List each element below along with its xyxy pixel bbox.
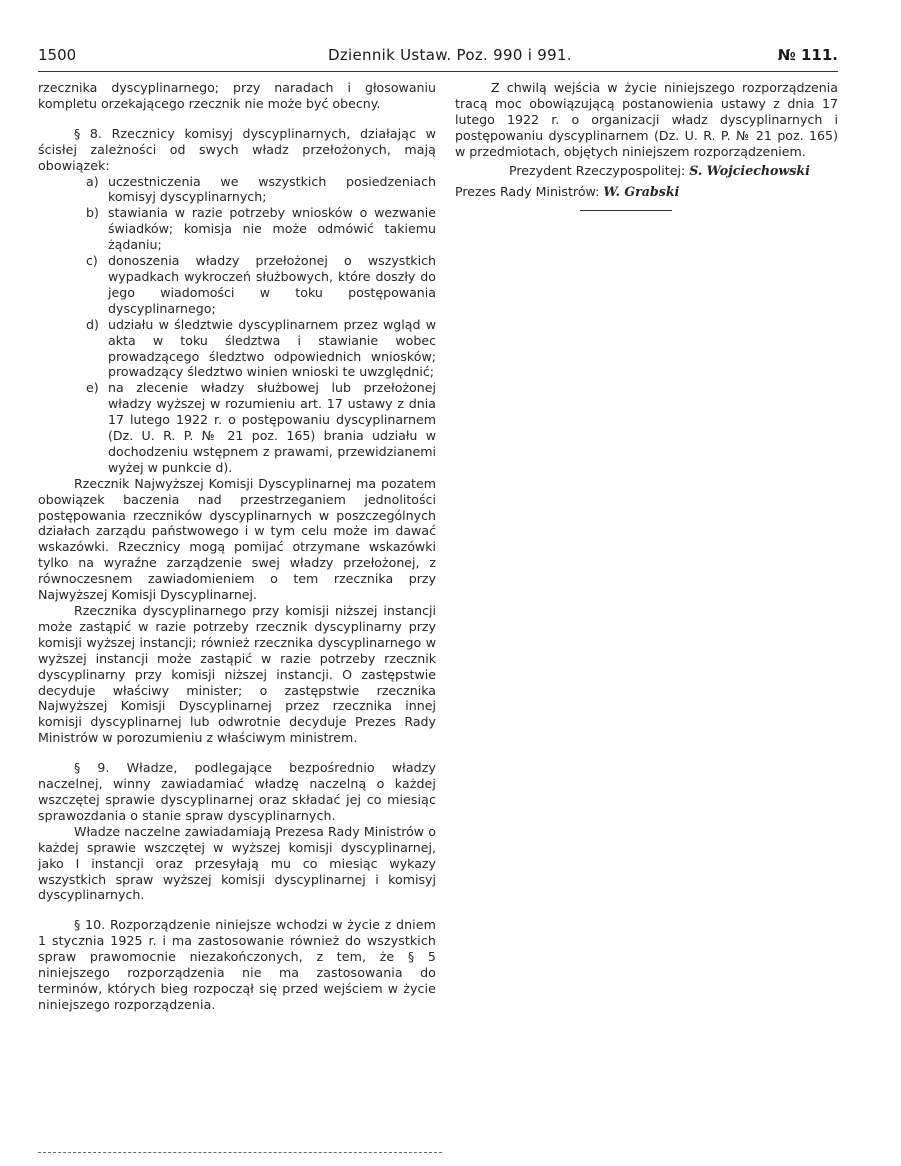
final-clause: Z chwilą wejścia w życie niniejszego rozporządzenia tracą moc obowiązującą postanowienia ustawy z dnia 17 lutego 1922 r. o organizacji władz dyscyplinarnych i postępowaniu dyscyplinarnem (Dz. U. R. P. № 21 poz. 165) w przedmiotach, objętych niniejszem rozporządzeniem. — [455, 80, 838, 159]
continuation-paragraph: rzecznika dyscyplinarnego; przy naradach i głosowaniu kompletu orzekającego rzecznik nie może być obecny. — [38, 80, 436, 111]
list-item — [72, 174, 436, 206]
paragraph-8-text-3: Rzecznika dyscyplinarnego przy komisji niższej instancji może zastąpić w razie potrzeby rzecznik dyscyplinarny przy komisji wyższej instancji; również rzecznika dyscyplinarnego w wyższej instancji może zastąpić w razie potrzeby rzecznik dyscyplinarny przy komisji niższej instancji. O zastępstwie decyduje właściwy minister; o zastępstwie rzecznika Najwyższej Komisji Dyscyplinarnej przez rzecznika innej komisji dyscyplinarnej lub odwrotnie decyduje Prezes Rady Ministrów w porozumieniu z właściwym ministrem. — [38, 603, 436, 746]
list-item — [72, 205, 436, 253]
signature-block — [455, 160, 838, 202]
bottom-divider — [38, 1152, 442, 1153]
paragraph-9-text-1: § 9. Władze, podlegające bezpośrednio władzy naczelnej, winny zawiadamiać władzę naczelną o każdej wszczętej sprawie dyscyplinarnej oraz składać jej co miesiąc sprawozdania o stanie spraw dyscyplinarnych. — [38, 760, 436, 823]
signatory-name: W. Grabski — [603, 183, 680, 199]
paragraph-8-text-2: Rzecznik Najwyższej Komisji Dyscyplinarnej ma pozatem obowiązek baczenia nad przestrzeganiem jednolitości postępowania rzeczników dyscyplinarnych w poszczególnych działach zarządu państwowego i w tym celu może im dawać wskazówki. Rzecznicy mogą pomijać otrzymane wskazówki tylko na wyraźne zarządzenie swej władzy przełożonej, z równoczesnem zawiadomieniem o tem rzecznika przy Najwyższej Komisji Dyscyplinarnej. — [38, 475, 436, 603]
signatory-role: Prezydent Rzeczypospolitej: — [509, 162, 686, 178]
page-number: 1500 — [38, 46, 77, 64]
list-item-text: stawiania w razie potrzeby wniosków o wezwanie świadków; komisja nie może odmówić takiemu żądaniu; — [108, 205, 436, 253]
list-item — [72, 253, 436, 317]
paragraph-8-list — [72, 174, 436, 476]
paragraph-9-text-2: Władze naczelne zawiadamiają Prezesa Rady Ministrów o każdej sprawie wszczętej w wyższej komisji dyscyplinarnej, jako I instancji oraz przesyłają mu co miesiąc wykazy wszystkich spraw wyższej komisji dyscyplinarnej i komisyj dyscyplinarnych. — [38, 823, 436, 903]
signature-line — [455, 160, 838, 181]
paragraph-10-text: § 10. Rozporządzenie niniejsze wchodzi w życie z dniem 1 stycznia 1925 r. i ma zastosowanie również do wszystkich spraw prawomocnie niezakończonych, z tem, że § 5 niniejszego rozporządzenia nie ma zastosowania do terminów, których bieg rozpoczął się przed wejściem w życie niniejszego rozporządzenia. — [38, 917, 436, 1012]
list-item-label: a) — [86, 173, 99, 189]
signatory-role: Prezes Rady Ministrów: — [455, 183, 600, 199]
list-item-text: uczestniczenia we wszystkich posiedzeniach komisyj dyscyplinarnych; — [108, 173, 436, 205]
list-item — [72, 380, 436, 475]
paragraph-8-intro: § 8. Rzecznicy komisyj dyscyplinarnych, działając w ścisłej zależności od swych władz przełożonych, mają obowiązek: — [38, 125, 436, 173]
list-item-label: e) — [86, 380, 99, 396]
list-item-label: c) — [86, 253, 98, 269]
right-column — [455, 80, 838, 211]
list-item-text: donoszenia władzy przełożonej o wszystkich wypadkach wykroczeń służbowych, które doszły do jego wiadomości w toku postępowania dyscyplinarnego; — [108, 253, 436, 316]
list-item-label: b) — [86, 205, 99, 221]
list-item-label: d) — [86, 316, 99, 332]
journal-title: Dziennik Ustaw. Poz. 990 i 991. — [328, 46, 572, 64]
list-item — [72, 317, 436, 381]
left-column — [38, 80, 436, 1013]
end-divider — [580, 210, 672, 211]
signature-line — [455, 181, 838, 202]
page-header — [38, 46, 838, 70]
list-item-text: na zlecenie władzy służbowej lub przełożonej władzy wyższej w rozumieniu art. 17 ustawy z dnia 17 lutego 1922 r. o postępowaniu dyscyplinarnem (Dz. U. R. P. № 21 poz. 165) brania udziału w dochodzeniu wstępnem z prawami, przewidzianemi wyżej w punkcie d). — [108, 380, 436, 475]
header-divider — [38, 71, 838, 72]
signatory-name: S. Wojciechowski — [689, 162, 810, 178]
issue-number: № 111. — [777, 46, 838, 64]
list-item-text: udziału w śledztwie dyscyplinarnem przez wgląd w akta w toku śledztwa i stawianie wobec prowadzącego śledztwo odpowiednich wniosków; prowadzący śledztwo winien wnioski te uwzględnić; — [108, 316, 436, 380]
